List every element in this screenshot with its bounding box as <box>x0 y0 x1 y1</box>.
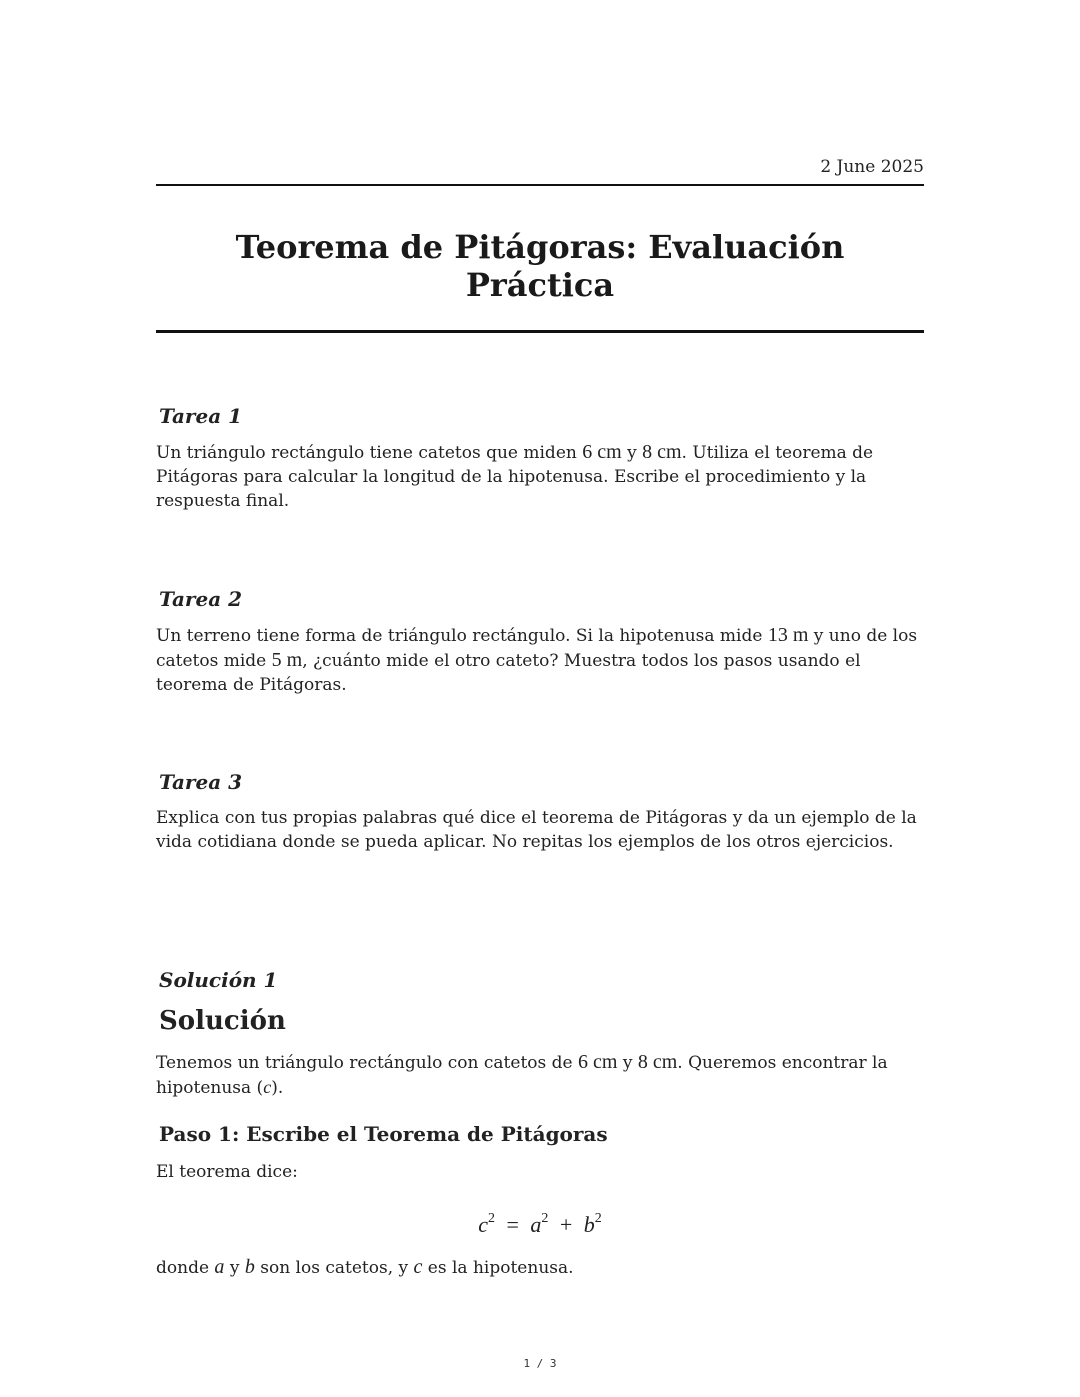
document-page <box>156 0 924 1397</box>
header-date: 2 June 2025 <box>820 157 924 177</box>
task-1-text: Un triángulo rectángulo tiene catetos que miden 6 cm y 8 cm. Utiliza el teorema de Pitágoras para calcular la longitud de la hipotenusa. Escribe el procedimiento y la respuesta final. <box>156 441 874 511</box>
task-3-text: Explica con tus propias palabras qué dice el teorema de Pitágoras y da un ejemplo de la vida cotidiana donde se pueda aplicar. No repitas los ejemplos de los otros ejercicios. <box>156 808 917 852</box>
solution-intro: Tenemos un triángulo rectángulo con catetos de 6 cm y 8 cm. Queremos encontrar la hipotenusa (c). <box>156 1051 888 1098</box>
task-1-heading: Tarea 1 <box>159 404 243 428</box>
step-1-text: El teorema dice: <box>156 1162 298 1182</box>
header-rule <box>156 184 924 186</box>
equation-explanation: donde a y b son los catetos, y c es la hipotenusa. <box>156 1256 574 1278</box>
document-title: Teorema de Pitágoras: Evaluación Práctica <box>235 228 845 304</box>
title-rule <box>156 330 924 333</box>
task-3-heading: Tarea 3 <box>159 770 243 794</box>
task-1 <box>156 404 924 513</box>
task-2-text: Un terreno tiene forma de triángulo rectángulo. Si la hipotenusa mide 13 m y uno de los catetos mide 5 m, ¿cuánto mide el otro cateto? Muestra todos los pasos usando el teorema de Pitágoras. <box>156 624 918 695</box>
task-2-heading: Tarea 2 <box>159 587 243 611</box>
task-3 <box>156 770 924 854</box>
solution-heading: Solución 1 <box>159 968 278 992</box>
page-number: 1 / 3 <box>523 1357 557 1370</box>
solution-title: Solución <box>159 1006 286 1036</box>
pythagoras-equation: $c^2 = a^2 + b^2$ <box>478 1211 602 1237</box>
task-2-math-a: 13 m <box>767 624 809 646</box>
solution-section <box>156 968 924 1184</box>
task-2-math-b: 5 m <box>271 649 303 671</box>
task-1-math-b: 8 cm <box>642 441 682 463</box>
step-1-heading: Paso 1: Escribe el Teorema de Pitágoras <box>159 1122 608 1146</box>
task-1-math-a: 6 cm <box>582 441 622 463</box>
task-2 <box>156 587 924 697</box>
